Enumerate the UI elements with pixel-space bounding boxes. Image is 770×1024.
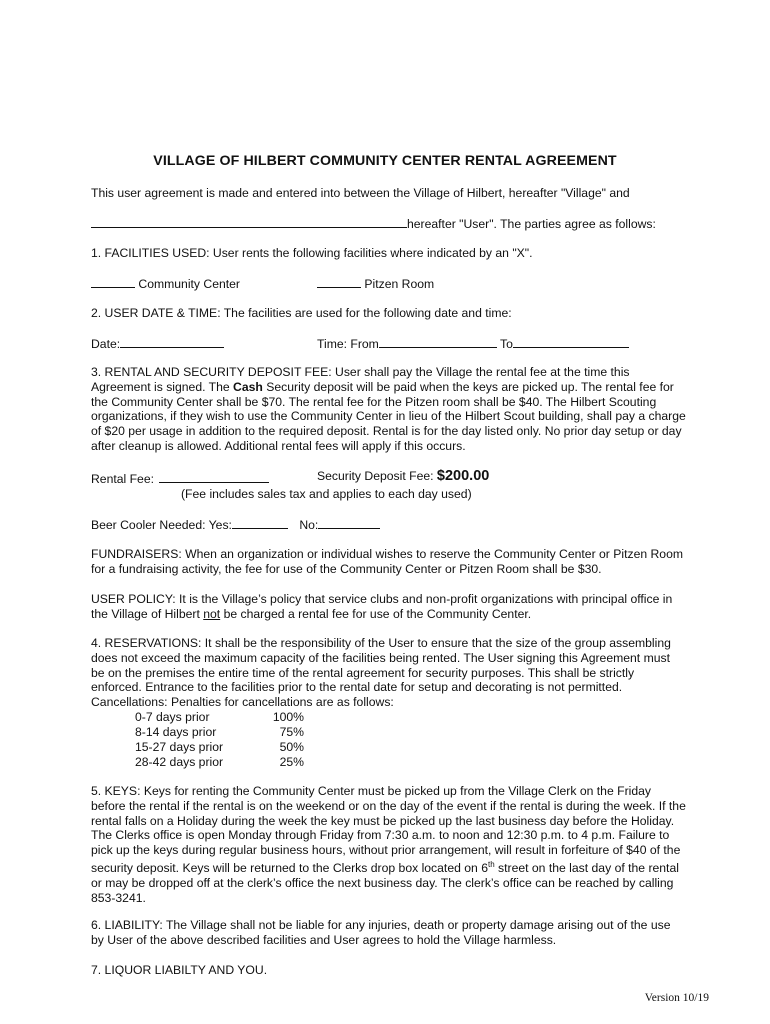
ordinal-suffix: th <box>487 859 495 869</box>
time-from-field[interactable] <box>379 336 497 348</box>
keys-paragraph <box>91 784 711 905</box>
fees-line: 3. RENTAL AND SECURITY DEPOSIT FEE: User shall pay the Village the rental fee at the time this <box>91 365 630 379</box>
user-policy-line: the Village of Hilbert not be charged a rental fee for use of the Community Center. <box>91 606 532 621</box>
not-emphasis: not <box>203 606 221 621</box>
penalty-percent: 50% <box>279 740 304 754</box>
fees-paragraph <box>91 365 711 454</box>
keys-line: pick up the keys during regular business hours, without prior arrangement, will result in forfeiture of $40 of the <box>91 843 681 858</box>
liquor-heading: 7. LIQUOR LIABILTY AND YOU. <box>91 963 268 977</box>
deposit-amount: $200.00 <box>436 468 490 484</box>
fee-note: (Fee includes sales tax and applies to each day used) <box>181 487 472 501</box>
beer-no-field[interactable] <box>318 517 380 529</box>
liability-line: by User of the above described facilities and User agrees to hold the Village harmless. <box>91 932 557 947</box>
penalty-period: 28-42 days prior <box>135 755 224 769</box>
reservations-line: does not exceed the maximum capacity of the facilities being rented. The User signing this Agreement must <box>91 650 670 665</box>
fundraisers-line: for a fundraising activity, the fee for use of the Community Center or Pitzen Room shall be $30. <box>91 561 602 576</box>
beer-yes-field[interactable] <box>232 517 288 529</box>
facilities-heading: 1. FACILITIES USED: User rents the following facilities where indicated by an "X". <box>91 246 533 260</box>
keys-line: The Clerks office is open Monday through Friday from 7:30 a.m. to noon and 12:30 p.m. to 4 p.m. Failure to <box>91 828 670 843</box>
cash-emphasis: Cash <box>233 379 263 394</box>
deposit-row <box>317 469 489 484</box>
date-row <box>91 336 224 352</box>
fees-line: organizations, if they wish to use the Community Center in lieu of the Hilbert Scout building, shall pay a charge <box>91 409 686 424</box>
pitzen-room-label: Pitzen Room <box>364 277 435 291</box>
time-to-label: To <box>500 337 513 351</box>
rental-fee-field[interactable] <box>159 471 269 483</box>
reservations-line: be on the premises the entire time of the rental agreement for security purposes. This shall be strictly <box>91 665 635 680</box>
penalty-percent: 75% <box>279 725 304 739</box>
facility-option-pitzen-room <box>317 276 434 292</box>
time-row <box>317 336 629 352</box>
date-field[interactable] <box>120 336 224 348</box>
community-center-label: Community Center <box>138 277 240 291</box>
keys-line: rental falls on a Holiday during the week the key must be picked up the last business day before the Holiday. <box>91 813 675 828</box>
fundraisers-line: FUNDRAISERS: When an organization or individual wishes to reserve the Community Center or Pitzen Room <box>91 547 684 561</box>
user-policy-paragraph <box>91 592 711 622</box>
beer-yes-label: Beer Cooler Needed: Yes: <box>91 518 232 532</box>
time-from-label: Time: From <box>317 337 379 351</box>
reservations-paragraph <box>91 636 711 710</box>
intro-line-1: This user agreement is made and entered into between the Village of Hilbert, hereafter "Village" and <box>91 186 630 200</box>
reservations-line: Cancellations: Penalties for cancellations are as follows: <box>91 695 394 710</box>
beer-cooler-row <box>91 517 380 533</box>
fees-line: after cleanup is allowed. Additional rental fees will apply if this occurs. <box>91 438 466 453</box>
time-to-field[interactable] <box>513 336 629 348</box>
facility-option-community-center <box>91 276 240 292</box>
keys-line: or may be dropped off at the clerk’s office the next business day. The clerk’s office can be reached by calling <box>91 875 674 890</box>
fundraisers-paragraph <box>91 547 711 577</box>
community-center-mark-field[interactable] <box>91 276 135 288</box>
rental-fee-row <box>91 471 269 487</box>
beer-no-label: No: <box>299 518 319 532</box>
user-policy-line: USER POLICY: It is the Village’s policy that service clubs and non-profit organizations with principal office in <box>91 592 673 606</box>
penalty-percent: 25% <box>279 755 304 769</box>
penalty-percent: 100% <box>272 710 304 724</box>
fees-line: Agreement is signed. The Cash Security deposit will be paid when the keys are picked up. The rental fee for <box>91 379 674 394</box>
rental-fee-label: Rental Fee: <box>91 472 155 486</box>
fees-line: of $20 per usage in addition to the required deposit. Rental is for the day listed only. No prior day setup or day <box>91 424 682 439</box>
penalty-period: 0-7 days prior <box>135 710 210 724</box>
pitzen-room-mark-field[interactable] <box>317 276 361 288</box>
liability-paragraph <box>91 918 711 948</box>
liability-line: 6. LIABILITY: The Village shall not be liable for any injuries, death or property damage arising out of the use <box>91 918 671 932</box>
datetime-heading: 2. USER DATE & TIME: The facilities are used for the following date and time: <box>91 306 512 320</box>
keys-line: security deposit. Keys will be returned to the Clerks drop box located on 6th street on the last day of the rental <box>91 859 679 876</box>
intro-line-2-text: hereafter "User". The parties agree as follows: <box>407 217 656 231</box>
user-name-field[interactable] <box>91 216 407 228</box>
keys-line: 5. KEYS: Keys for renting the Community Center must be picked up from the Village Clerk on the Friday <box>91 784 651 798</box>
reservations-line: 4. RESERVATIONS: It shall be the responsibility of the User to ensure that the size of the group assembling <box>91 636 671 650</box>
penalty-period: 15-27 days prior <box>135 740 224 754</box>
intro-line-2 <box>91 216 656 232</box>
document-title: VILLAGE OF HILBERT COMMUNITY CENTER RENTAL AGREEMENT <box>153 153 617 169</box>
date-label: Date: <box>91 337 121 351</box>
clerk-phone: 853-3241. <box>91 890 146 905</box>
fees-line: the Community Center shall be $70. The rental fee for the Pitzen room shall be $40. The Hilbert Scouting <box>91 394 657 409</box>
penalty-period: 8-14 days prior <box>135 725 217 739</box>
version-footer: Version 10/19 <box>644 992 709 1004</box>
keys-line: before the rental if the rental is on the weekend or on the day of the event if the rental is during the week. If the <box>91 798 686 813</box>
deposit-label: Security Deposit Fee: <box>317 469 434 483</box>
reservations-line: enforced. Entrance to the facilities prior to the rental date for setup and decorating is not permitted. <box>91 680 623 695</box>
